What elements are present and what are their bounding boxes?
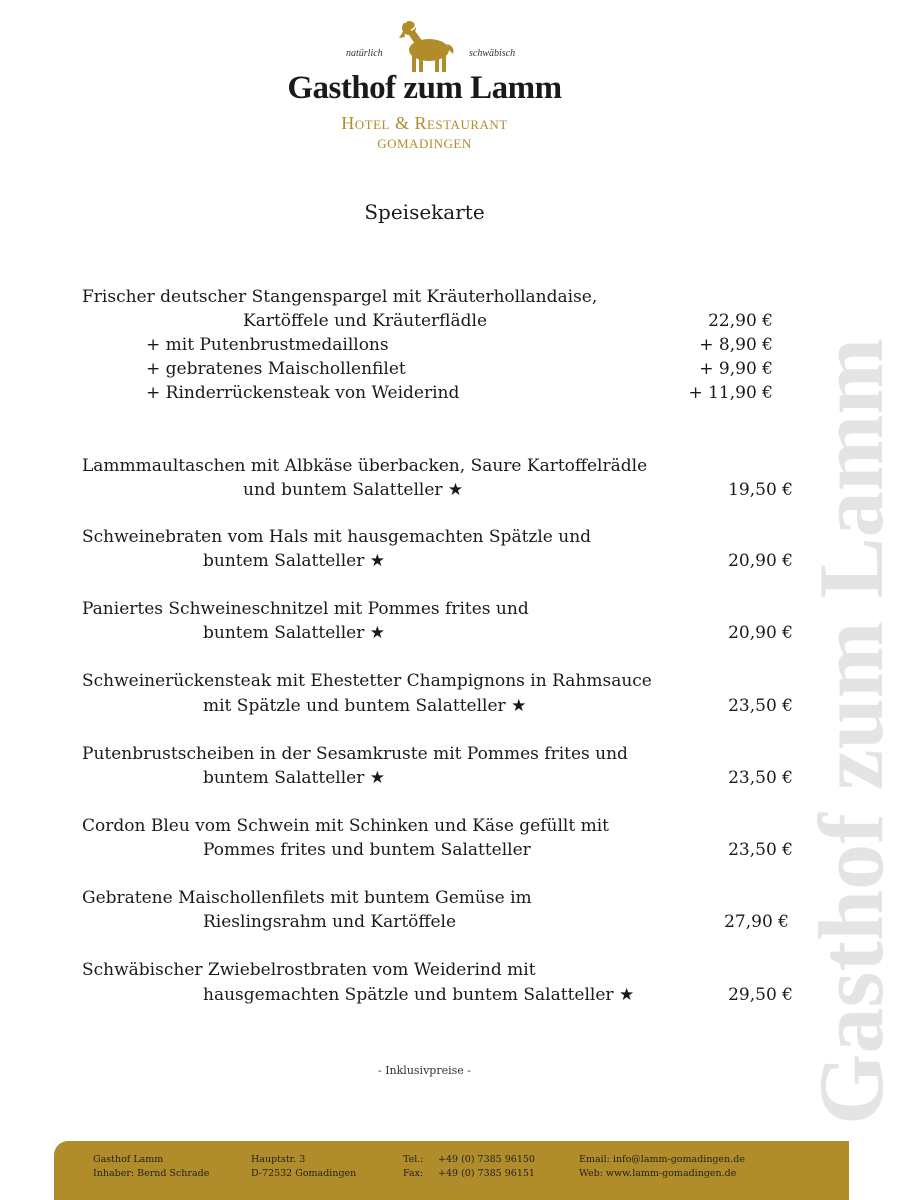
watermark: Gasthof zum Lamm	[800, 337, 902, 1125]
brand-location: GOMADINGEN	[377, 136, 472, 151]
dish-price: 27,90 €	[724, 912, 789, 932]
dish-line-1: Lammmaultaschen mit Albkäse überbacken, Saure Kartoffelrädle	[82, 456, 648, 476]
dish-line-1: Paniertes Schweineschnitzel mit Pommes frites und	[82, 599, 529, 619]
dish-line-2: buntem Salatteller ★	[203, 768, 385, 788]
footer-bar	[54, 1141, 849, 1200]
footer-fax: +49 (0) 7385 96151	[438, 1168, 535, 1179]
addon-label: + Rinderrückensteak von Weiderind	[146, 383, 460, 403]
dish-line-1: Schweinebraten vom Hals mit hausgemachten Spätzle und	[82, 527, 592, 547]
footnote: - Inklusivpreise -	[378, 1064, 471, 1077]
dish-price: 23,50 €	[728, 840, 793, 860]
footer-street: Hauptstr. 3	[251, 1154, 306, 1165]
dish-line-2: buntem Salatteller ★	[203, 623, 385, 643]
dish-line-2: mit Spätzle und buntem Salatteller ★	[203, 696, 527, 716]
brand-subtitle: Hotel & Restaurant	[341, 113, 508, 133]
footer-email[interactable]: Email: info@lamm-gomadingen.de	[579, 1154, 745, 1165]
footer-name: Gasthof Lamm	[93, 1154, 164, 1165]
dish-price: 20,90 €	[728, 623, 793, 643]
spargel-line-1: Frischer deutscher Stangenspargel mit Kräuterhollandaise,	[82, 287, 598, 307]
dish-line-1: Putenbrustscheiben in der Sesamkruste mit Pommes frites und	[82, 744, 628, 764]
addon-label: + mit Putenbrustmedaillons	[146, 335, 389, 355]
dish-line-1: Schwäbischer Zwiebelrostbraten vom Weiderind mit	[82, 960, 536, 980]
tagline-right: schwäbisch	[469, 48, 516, 59]
dish-price: 29,50 €	[728, 985, 793, 1005]
dish-line-1: Schweinerückensteak mit Ehestetter Champignons in Rahmsauce	[82, 671, 652, 691]
footer-web[interactable]: Web: www.lamm-gomadingen.de	[579, 1168, 737, 1179]
addon-price: + 8,90 €	[699, 335, 773, 355]
dish-price: 23,50 €	[728, 696, 793, 716]
dish-line-1: Cordon Bleu vom Schwein mit Schinken und Käse gefüllt mit	[82, 816, 609, 836]
spargel-line-2: Kartöffele und Kräuterflädle	[243, 311, 488, 331]
footer-owner: Inhaber: Bernd Schrade	[93, 1168, 210, 1179]
dish-price: 23,50 €	[728, 768, 793, 788]
dish-price: 19,50 €	[728, 480, 793, 500]
footer-fax-label: Fax:	[403, 1168, 424, 1179]
dish-line-2: Rieslingsrahm und Kartöffele	[203, 912, 457, 932]
addon-label: + gebratenes Maischollenfilet	[146, 359, 406, 379]
dish-line-2: buntem Salatteller ★	[203, 551, 385, 571]
menu-title: Speisekarte	[364, 200, 485, 224]
footer-tel: +49 (0) 7385 96150	[438, 1154, 535, 1165]
dish-line-2: Pommes frites und buntem Salatteller	[203, 840, 531, 860]
spargel-price: 22,90 €	[708, 311, 773, 331]
dish-line-2: und buntem Salatteller ★	[243, 480, 464, 500]
footer-city: D-72532 Gomadingen	[251, 1168, 357, 1179]
addon-price: + 11,90 €	[688, 383, 773, 403]
dish-line-2: hausgemachten Spätzle und buntem Salatteller ★	[203, 985, 635, 1005]
brand-name: Gasthof zum Lamm	[287, 70, 562, 106]
tagline-left: natürlich	[346, 48, 383, 59]
dish-line-1: Gebratene Maischollenfilets mit buntem Gemüse im	[82, 888, 532, 908]
addon-price: + 9,90 €	[699, 359, 773, 379]
dish-price: 20,90 €	[728, 551, 793, 571]
ram-logo-icon	[395, 14, 457, 74]
footer-tel-label: Tel.:	[403, 1154, 424, 1165]
